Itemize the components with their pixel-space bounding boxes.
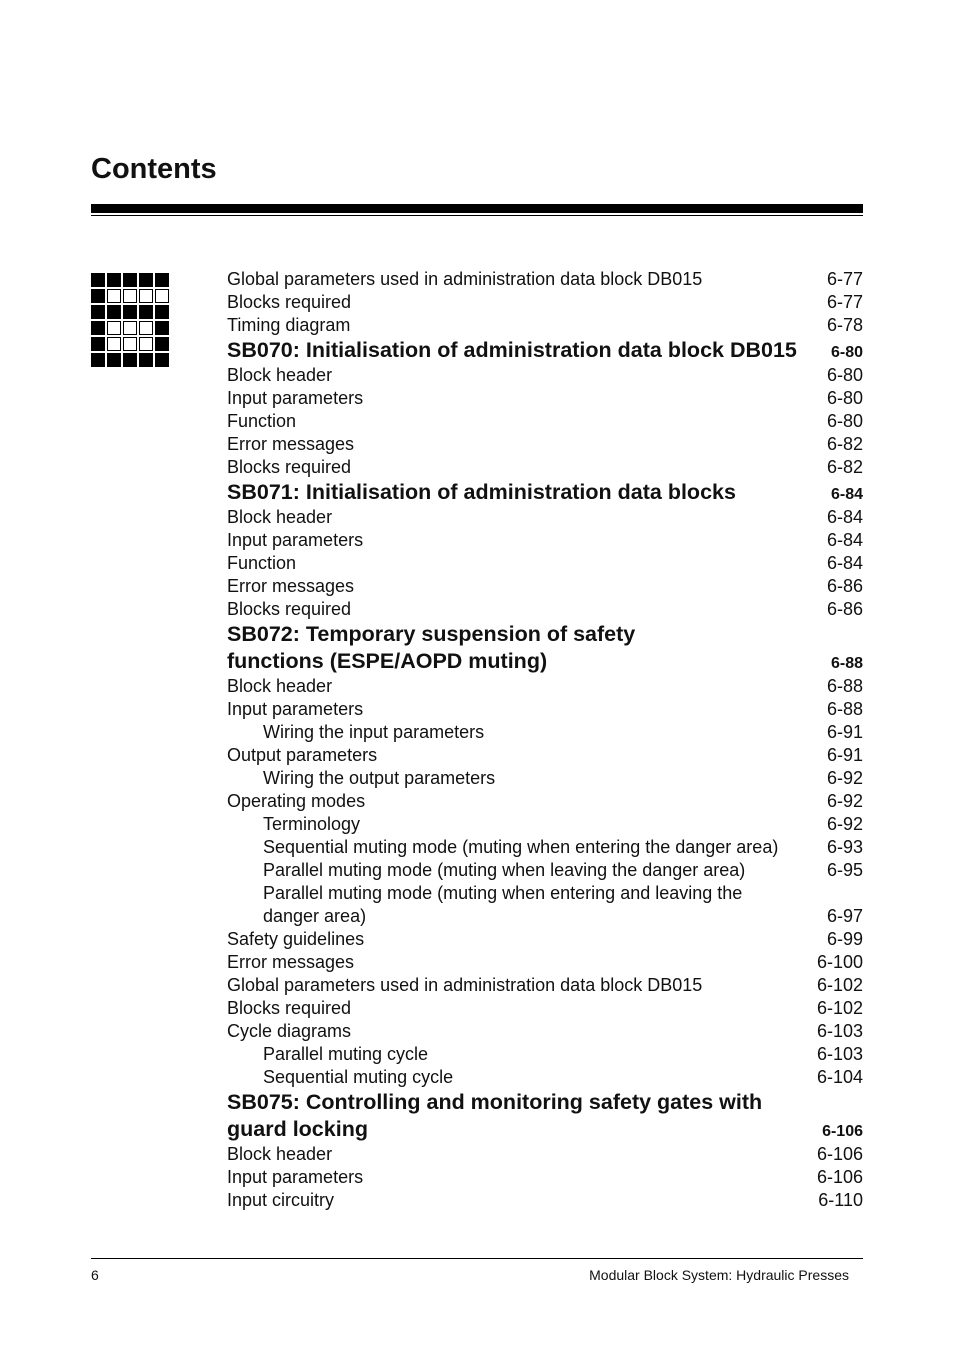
toc-entry-page: 6-91	[826, 722, 863, 742]
toc-entry-title: Input circuitry	[227, 1190, 335, 1210]
toc-entry	[227, 291, 863, 314]
toc-entry	[227, 905, 863, 928]
toc-entry-title: Input parameters	[227, 388, 364, 408]
toc-entry-page: 6-92	[826, 791, 863, 811]
toc-entry-page: 6-92	[826, 814, 863, 834]
toc-entry-title: guard locking	[227, 1117, 368, 1141]
toc-entry	[227, 506, 863, 529]
toc-entry-page: 6-93	[826, 837, 863, 857]
toc-entry	[227, 1043, 863, 1066]
toc-entry-title: Blocks required	[227, 457, 352, 477]
toc-entry-title: Wiring the output parameters	[263, 768, 496, 788]
toc-heading-entry	[227, 1116, 863, 1143]
toc-entry-title: SB072: Temporary suspension of safety	[227, 622, 636, 646]
toc-entry-page: 6-106	[816, 1144, 863, 1164]
footer-page-number: 6	[91, 1267, 99, 1283]
toc-entry-title: Block header	[227, 1144, 333, 1164]
toc-entry-title: Function	[227, 411, 297, 431]
toc-entry-title: Function	[227, 553, 297, 573]
toc-entry-title: Cycle diagrams	[227, 1021, 352, 1041]
toc-entry-page: 6-92	[826, 768, 863, 788]
toc-entry-page: 6-106	[822, 1123, 863, 1140]
toc-entry-title: Output parameters	[227, 745, 378, 765]
toc-entry-page: 6-84	[826, 553, 863, 573]
toc-entry-title: Wiring the input parameters	[263, 722, 485, 742]
toc-entry-page: 6-77	[826, 269, 863, 289]
toc-entry-title: SB075: Controlling and monitoring safety gates with	[227, 1090, 763, 1114]
toc-entry-title: Global parameters used in administration data block DB015	[227, 269, 703, 289]
toc-entry-page: 6-82	[826, 434, 863, 454]
toc-entry-title: Input parameters	[227, 1167, 364, 1187]
toc-entry-page: 6-86	[826, 576, 863, 596]
toc-entry	[227, 1066, 863, 1089]
toc-entry	[227, 364, 863, 387]
toc-entry-title: Blocks required	[227, 998, 352, 1018]
title-rule-thick	[91, 204, 863, 213]
toc-entry-title: SB071: Initialisation of administration data blocks	[227, 480, 736, 504]
toc-entry-title: Sequential muting cycle	[263, 1067, 454, 1087]
toc-entry-title: functions (ESPE/AOPD muting)	[227, 649, 548, 673]
page-title: Contents	[91, 153, 217, 185]
toc-entry	[227, 410, 863, 433]
toc-entry-page: 6-97	[826, 906, 863, 926]
toc-entry-page: 6-106	[816, 1167, 863, 1187]
toc-entry-page: 6-84	[826, 530, 863, 550]
footer-book-title: Modular Block System: Hydraulic Presses	[589, 1267, 849, 1283]
toc-entry-page: 6-88	[830, 655, 863, 672]
toc-entry-page: 6-103	[816, 1044, 863, 1064]
toc-entry	[227, 1020, 863, 1043]
toc-entry	[227, 974, 863, 997]
toc-entry-title: Safety guidelines	[227, 929, 365, 949]
toc-entry-title: Block header	[227, 507, 333, 527]
toc-entry-title: Input parameters	[227, 699, 364, 719]
toc-heading-entry	[227, 479, 863, 506]
toc-heading-entry	[227, 1089, 863, 1116]
title-rule-thin	[91, 215, 863, 216]
toc-entry-page: 6-82	[826, 457, 863, 477]
toc-entry	[227, 744, 863, 767]
toc-entry-title: Sequential muting mode (muting when entering the danger area)	[263, 837, 779, 857]
toc-entry	[227, 552, 863, 575]
toc-entry	[227, 1166, 863, 1189]
toc-entry-page: 6-80	[826, 365, 863, 385]
section-grid-icon	[91, 273, 169, 367]
toc-entry-title: Parallel muting mode (muting when leaving the danger area)	[263, 860, 746, 880]
toc-heading-entry	[227, 648, 863, 675]
toc-entry-title: Error messages	[227, 434, 355, 454]
toc-entry-page: 6-86	[826, 599, 863, 619]
toc-entry-page: 6-80	[826, 388, 863, 408]
toc-entry	[227, 456, 863, 479]
toc-entry-title: Block header	[227, 676, 333, 696]
toc-entry	[227, 836, 863, 859]
toc-heading-entry	[227, 337, 863, 364]
toc-entry-title: Error messages	[227, 576, 355, 596]
toc-entry-page: 6-102	[816, 998, 863, 1018]
toc-entry-title: Blocks required	[227, 292, 352, 312]
toc-entry	[227, 1143, 863, 1166]
toc-entry	[227, 268, 863, 291]
toc-entry-page: 6-104	[816, 1067, 863, 1087]
toc-entry	[227, 598, 863, 621]
toc-entry-page: 6-95	[826, 860, 863, 880]
toc-entry-title: Operating modes	[227, 791, 366, 811]
toc-entry	[227, 1189, 863, 1212]
toc-entry-page: 6-77	[826, 292, 863, 312]
toc-entry	[227, 529, 863, 552]
toc-entry	[227, 575, 863, 598]
toc-entry	[227, 314, 863, 337]
toc-entry-page: 6-110	[818, 1190, 863, 1210]
toc-entry-title: Parallel muting mode (muting when entering and leaving the	[263, 883, 743, 903]
footer-rule	[91, 1258, 863, 1259]
toc-entry-title: Parallel muting cycle	[263, 1044, 429, 1064]
toc-entry-title: Global parameters used in administration data block DB015	[227, 975, 703, 995]
toc-entry	[227, 951, 863, 974]
toc-entry-page: 6-78	[826, 315, 863, 335]
toc-entry	[227, 721, 863, 744]
toc-entry-page: 6-88	[826, 699, 863, 719]
toc-entry-page: 6-100	[816, 952, 863, 972]
toc-entry	[227, 433, 863, 456]
toc-entry-page: 6-88	[826, 676, 863, 696]
toc-entry	[227, 882, 863, 905]
toc-entry-title: danger area)	[263, 906, 367, 926]
toc-entry-page: 6-84	[830, 486, 863, 503]
toc-entry	[227, 813, 863, 836]
toc-entry-page: 6-102	[816, 975, 863, 995]
toc-entry-page: 6-84	[826, 507, 863, 527]
toc-entry-page: 6-80	[826, 411, 863, 431]
toc-entry-title: Blocks required	[227, 599, 352, 619]
toc-entry-page: 6-103	[816, 1021, 863, 1041]
toc-entry-page: 6-99	[826, 929, 863, 949]
toc-entry-title: SB070: Initialisation of administration data block DB015	[227, 338, 797, 362]
table-of-contents	[227, 268, 863, 1212]
toc-entry-page: 6-80	[830, 344, 863, 361]
toc-entry-title: Input parameters	[227, 530, 364, 550]
toc-entry-title: Error messages	[227, 952, 355, 972]
toc-entry-page: 6-91	[826, 745, 863, 765]
toc-entry	[227, 767, 863, 790]
toc-entry-title: Timing diagram	[227, 315, 351, 335]
toc-entry	[227, 859, 863, 882]
toc-entry	[227, 698, 863, 721]
toc-heading-entry	[227, 621, 863, 648]
toc-entry-title: Block header	[227, 365, 333, 385]
toc-entry	[227, 997, 863, 1020]
toc-entry	[227, 675, 863, 698]
toc-entry	[227, 790, 863, 813]
toc-entry-title: Terminology	[263, 814, 361, 834]
toc-entry	[227, 387, 863, 410]
toc-entry	[227, 928, 863, 951]
